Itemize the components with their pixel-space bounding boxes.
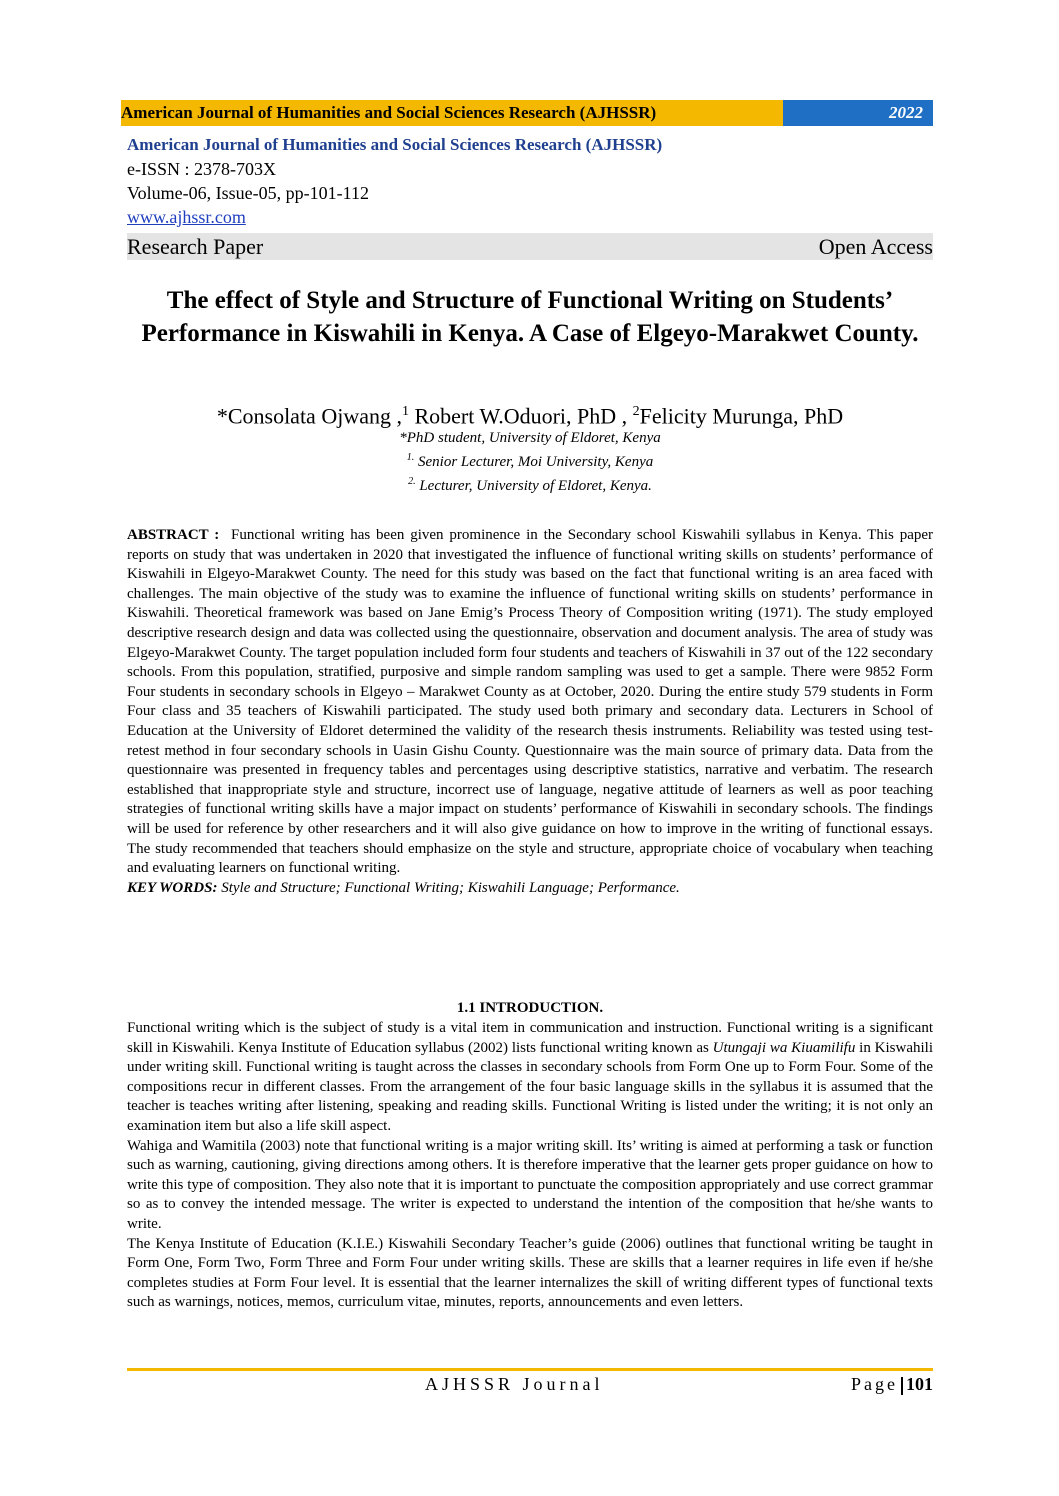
publication-meta: [127, 133, 933, 229]
paper-type: Research Paper: [127, 233, 264, 259]
affiliation-2: Senior Lecturer, Moi University, Kenya: [414, 454, 654, 470]
affiliation-3: Lecturer, University of Eldoret, Kenya.: [415, 478, 652, 494]
meta-journal-name: American Journal of Humanities and Social Sciences Research (AJHSSR): [127, 135, 663, 154]
keywords-line: [127, 879, 933, 899]
page-footer: [127, 1374, 933, 1395]
author-3: Felicity Murunga, PhD: [639, 403, 844, 429]
intro-paragraph-2: Wahiga and Wamitila (2003) note that functional writing is a major writing skill. Its’ writing is aimed at performing a task or function such as warning, cautioning, giving directions among others. It is therefore imperative that the learner gets proper guidance on how to write this type of composition. They also note that it is important to punctuate the composition appropriately and use correct grammar so as to convey the intended message. The writer is expected to understand the intention of the composition that he/she wants to write.: [127, 1137, 933, 1232]
affiliation-3-row: [127, 472, 933, 496]
paper-type-bar: [127, 233, 933, 260]
author-3-marker: 2: [632, 404, 640, 419]
footer-separator: [901, 1377, 903, 1395]
affiliation-3-marker: 2.: [408, 476, 416, 487]
header-year-band: [783, 100, 933, 126]
footer-rule: [127, 1368, 933, 1371]
abstract-paragraph: [127, 526, 933, 879]
footer-page-number: 101: [906, 1374, 933, 1394]
intro-paragraph-3: The Kenya Institute of Education (K.I.E.) Kiswahili Secondary Teacher’s guide (2006) outlines that functional writing be taught in Form One, Form Two, Form Three and Form Four under writing skills. These are skills that a learner requires in life even if he/she completes studies at Form Four level. It is essential that the learner internalizes the skill of writing different types of functional texts such as warnings, notices, memos, curriculum vitae, minutes, reports, announcements and even letters.: [127, 1235, 933, 1311]
paper-title: The effect of Style and Structure of Functional Writing on Students’ Performance in Kiswahili in Kenya. A Case of Elgeyo-Marakwet County.: [141, 287, 919, 347]
footer-page-info: [851, 1374, 933, 1395]
running-header: [121, 100, 933, 126]
intro-p1-text-a: Functional writing which is the subject of study is a vital item in communication and instruction. Functional writing is a significant skill in Kiswahili. Kenya Institute of Education syllabus (2002) lists functional writing known as: [127, 1020, 933, 1056]
affiliations: [127, 428, 933, 496]
author-2: Robert W.Oduori, PhD ,: [408, 403, 628, 429]
abstract-block: [127, 526, 933, 898]
author-1: *Consolata Ojwang ,: [216, 403, 402, 429]
intro-p1-text-b: in Kiswahili under writing skill. Functional writing is taught across the classes in secondary schools from Form One up to Form Four. Some of the compositions recur in different classes. From the arrangement of the four basic language skills in the syllabus it is assumed that the teacher is teaches writing after listening, speaking and reading skills. Functional Writing is listed under the writing; it is not only an examination item but also a life skill aspect.: [127, 1039, 934, 1134]
header-year: 2022: [889, 103, 923, 122]
introduction-body: [127, 1019, 933, 1313]
intro-p1-emphasis: Utungaji wa Kiuamilifu: [712, 1039, 856, 1056]
author-2-marker: 1: [401, 404, 409, 419]
affiliation-2-marker: 1.: [406, 452, 415, 463]
meta-website-link[interactable]: www.ajhssr.com: [127, 207, 246, 227]
access-type: Open Access: [818, 233, 933, 259]
header-journal-band: [121, 100, 783, 126]
keywords-label: KEY WORDS:: [127, 879, 218, 896]
footer-page-label: Page: [851, 1374, 898, 1394]
meta-volume: Volume-06, Issue-05, pp-101-112: [127, 183, 369, 203]
footer-journal-name: AJHSSR Journal: [425, 1374, 604, 1394]
introduction-heading: 1.1 INTRODUCTION.: [456, 1000, 604, 1016]
affiliation-2-row: [127, 448, 933, 472]
header-journal-title: American Journal of Humanities and Social Sciences Research (AJHSSR): [121, 103, 657, 122]
abstract-text: Functional writing has been given prominence in the Secondary school Kiswahili syllabus in Kenya. This paper reports on study that was undertaken in 2020 that investigated the influence of functional writing skills on students’ performance of Kiswahili in Elgeyo-Marakwet County. The need for this study was based on the fact that functional writing is an area faced with challenges. The main objective of the study was to examine the influence of functional writing skills on students’ performance in Kiswahili. Theoretical framework was based on Jane Emig’s Process Theory of Composition writing (1971). The study employed descriptive research design and data was collected using the questionnaire, observation and document analysis. The area of study was Elgeyo-Marakwet County. The target population included form four students and teachers of Kiswahili in 37 out of the 122 secondary schools. From this population, stratified, purposive and simple random sampling was used to get a sample. There were 9852 Form Four students in secondary schools in Elgeyo – Marakwet County as at October, 2020. During the entire study 579 students in Form Four class and 35 teachers of Kiswahili participated. The study used both primary and secondary data. Lecturers in School of Education at the University of Eldoret determined the validity of the research thesis instruments. Reliability was tested using test-retest method in four secondary schools in Uasin Gishu County. Questionnaire was the main source of primary data. Data from the questionnaire was presented in frequency tables and percentages using descriptive statistics, narrative and verbatim. The research established that inappropriate style and structure, incorrect use of language, negative attitude of learners as well as poor teaching strategies of functional writing skills have a major impact on students’ performance of Kiswahili in secondary schools. The findings will be used for reference by other researchers and it will also give guidance on how to improve in the writing of functional essays. The study recommended that teachers should emphasize on the style and structure, appropriate choice of vocabulary when teaching and evaluating learners on functional writing.: [127, 527, 934, 877]
abstract-label: ABSTRACT :: [127, 527, 220, 543]
intro-paragraph-1: [127, 1019, 933, 1137]
author-list: [127, 397, 933, 431]
keywords-text: Style and Structure; Functional Writing; Kiswahili Language; Performance.: [217, 879, 680, 896]
affiliation-1: *PhD student, University of Eldoret, Kenya: [399, 430, 661, 446]
meta-eissn: e-ISSN : 2378-703X: [127, 159, 276, 179]
